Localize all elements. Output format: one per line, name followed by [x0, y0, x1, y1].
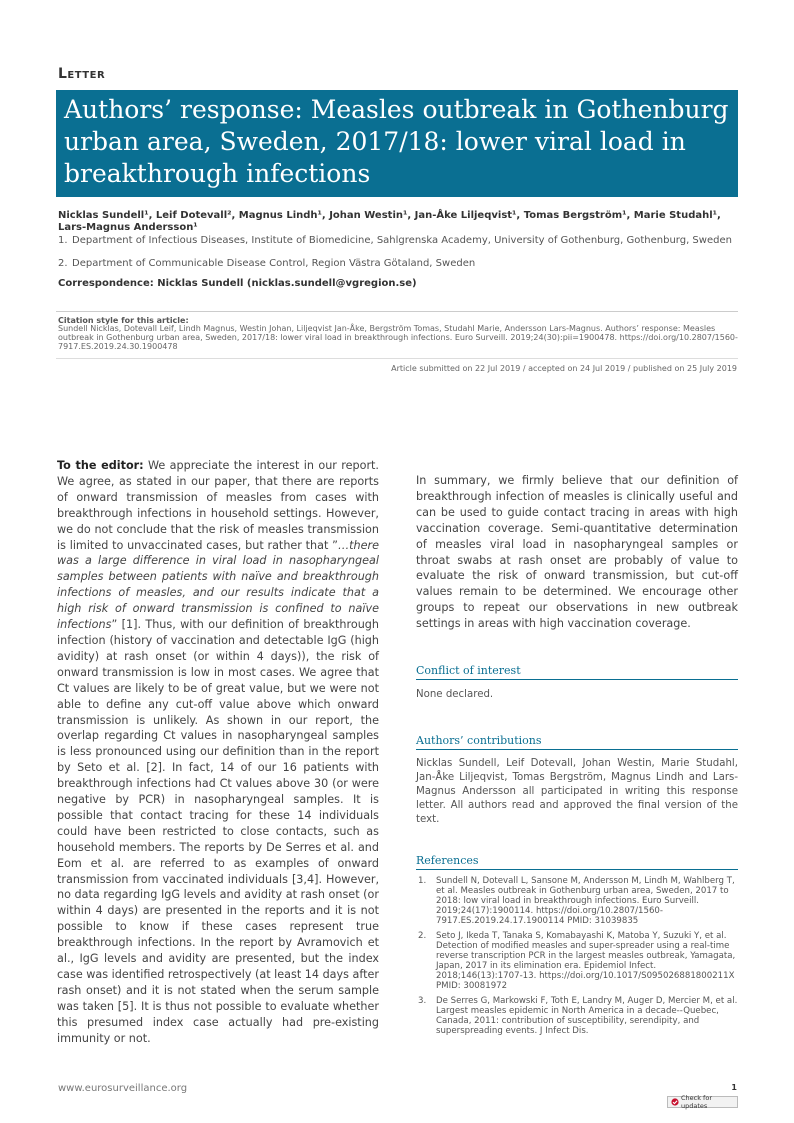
body-left-column — [57, 458, 379, 1047]
affiliation-number: 1. — [58, 235, 68, 246]
footer-url[interactable]: www.eurosurveillance.org — [58, 1083, 188, 1094]
citation-heading: Citation style for this article: — [58, 316, 189, 325]
check-updates-label: Check for updates — [681, 1094, 712, 1110]
reference-number: 3. — [418, 996, 427, 1006]
affiliation-text: Department of Communicable Disease Control, Region Västra Götaland, Sweden — [72, 258, 476, 269]
conflict-text: None declared. — [416, 689, 494, 700]
article-title: Authors’ response: Measles outbreak in Gothenburg urban area, Sweden, 2017/18: lower viral load in breakthrough infections — [64, 95, 729, 188]
divider — [56, 311, 738, 312]
divider — [56, 358, 738, 359]
body-text: We appreciate the interest in our report. We agree, as stated in our paper, that there are reports of onward transmission of measles from cases with breakthrough infections in household settings. However, we do not conclude that the risk of measles transmission is limited to unvaccinated cases, but rather that ” — [57, 459, 379, 552]
citation-text: Sundell Nicklas, Dotevall Leif, Lindh Magnus, Westin Johan, Liljeqvist Jan-Åke, Bergström Tomas, Studahl Marie, Andersson Lars-Magnus. Authors’ response: Measles outbreak in Gothenburg urban area, Sweden, 2017/18: lower viral load in breakthrough infections. Euro Surveill. 2019;24(30):pii=1900478. https://doi.org/10.2807/1560-7917.ES.2019.24.30.1900478 — [58, 324, 738, 351]
reference-number: 2. — [418, 931, 427, 941]
reference-item — [416, 876, 738, 926]
check-updates-button[interactable] — [667, 1096, 738, 1108]
conflict-heading: Conflict of interest — [416, 664, 738, 680]
section-label: Letter — [58, 66, 106, 82]
reference-number: 1. — [418, 876, 427, 886]
reference-list — [416, 876, 738, 1041]
reference-text: Seto J, Ikeda T, Tanaka S, Komabayashi K, Matoba Y, Suzuki Y, et al. Detection of modified measles and super-spreader using a real-time reverse transcription PCR in the largest measles outbreak, Yamagata, Japan, 2017 in its elimination era. Epidemiol Infect. 2018;146(13):1707-13. https://doi.org/10.1017/S095026881800211X PMID: 30081972 — [436, 931, 736, 991]
body-right-column: In summary, we firmly believe that our definition of breakthrough infection of measles is clinically useful and can be used to guide contact tracing in areas with high vaccination coverage. Semi-quantitative determination of measles viral load in nasopharyngeal samples or throat swabs at rash onset are probably of value to evaluate the risk of onward transmission, but cut-off values remain to be determined. We encourage other groups to repeat our observations in new outbreak settings in areas with high vaccination coverage. — [416, 474, 738, 631]
body-text: ” [1]. Thus, with our definition of breakthrough infection (history of vaccination and detectable IgG (high avidity) at rash onset (or within 4 days)), the risk of onward transmission is low in most cases. We agree that Ct values are likely to be of great value, but we were not able to define any cut-off value above which onward transmission is unlikely. As shown in our report, the overlap regarding Ct values in nasopharyngeal samples is less pronounced using our definition than in the report by Seto et al. [2]. In fact, 14 of our 16 patients with breakthrough infections had Ct values above 30 (or were negative by PCR) in nasopharyngeal samples. It is possible that contact tracing for these 14 individuals could have been restricted to close contacts, such as household members. The reports by De Serres et al. and Eom et al. are referred to as examples of onward transmission from vaccinated individuals [3,4]. However, no data regarding IgG levels and avidity at rash onset (or within 4 days) are presented in the reports and it is not possible to know if these cases represent true breakthrough infections. In the report by Avramovich et al., IgG levels and avidity are presented, but the index case was identified retrospectively (at least 14 days after rash onset) and it is not stated when the serum sample was taken [5]. It is thus not possible to evaluate whether this presumed index case actually had pre-existing immunity or not. — [57, 618, 380, 1045]
affiliation-number: 2. — [58, 258, 68, 269]
page-number: 1 — [731, 1083, 737, 1092]
title-banner — [56, 90, 738, 197]
reference-text: De Serres G, Markowski F, Toth E, Landry M, Auger D, Mercier M, et al. Largest measles epidemic in North America in a decade--Quebec, Canada, 2011: contribution of susceptibility, serendipity, and superspreading events. J Infect Dis. — [436, 996, 738, 1036]
reference-item — [416, 996, 738, 1036]
article-dates: Article submitted on 22 Jul 2019 / accepted on 24 Jul 2019 / published on 25 July 2019 — [391, 364, 737, 373]
affiliation-text: Department of Infectious Diseases, Institute of Biomedicine, Sahlgrenska Academy, University of Gothenburg, Gothenburg, Sweden — [72, 235, 732, 246]
author-list: Nicklas Sundell¹, Leif Dotevall², Magnus Lindh¹, Johan Westin¹, Jan-Åke Liljeqvist¹, Tomas Bergström¹, Marie Studahl¹, Lars-Magnus Andersson¹ — [58, 210, 721, 233]
reference-text: Sundell N, Dotevall L, Sansone M, Andersson M, Lindh M, Wahlberg T, et al. Measles outbreak in Gothenburg urban area, Sweden, 2017 to 2018: low viral load in breakthrough infections. Euro Surveill. 2019;24(17):1900114. https://doi.org/10.2807/1560-7917.ES.2019.24.17.1900114 PMID: 31039835 — [436, 876, 735, 926]
affiliation-1 — [58, 235, 738, 246]
reference-item — [416, 931, 738, 991]
quotation: …there was a large difference in viral load in nasopharyngeal samples between patients with naïve and breakthrough infections of measles, and our results indicate that a high risk of onward transmission is confined to naïve infections — [57, 538, 379, 632]
check-updates-icon — [671, 1098, 679, 1106]
references-heading: References — [416, 854, 738, 870]
correspondence: Correspondence: Nicklas Sundell (nicklas.sundell@vgregion.se) — [58, 278, 417, 289]
contributions-text: Nicklas Sundell, Leif Dotevall, Johan Westin, Marie Studahl, Jan-Åke Liljeqvist, Tomas Bergström, Magnus Lindh and Lars-Magnus Andersson all participated in writing this response letter. All authors read and approved the final version of the text. — [416, 758, 738, 825]
contributions-heading: Authors’ contributions — [416, 734, 738, 750]
affiliation-2 — [58, 258, 738, 269]
salutation: To the editor: — [57, 459, 144, 472]
